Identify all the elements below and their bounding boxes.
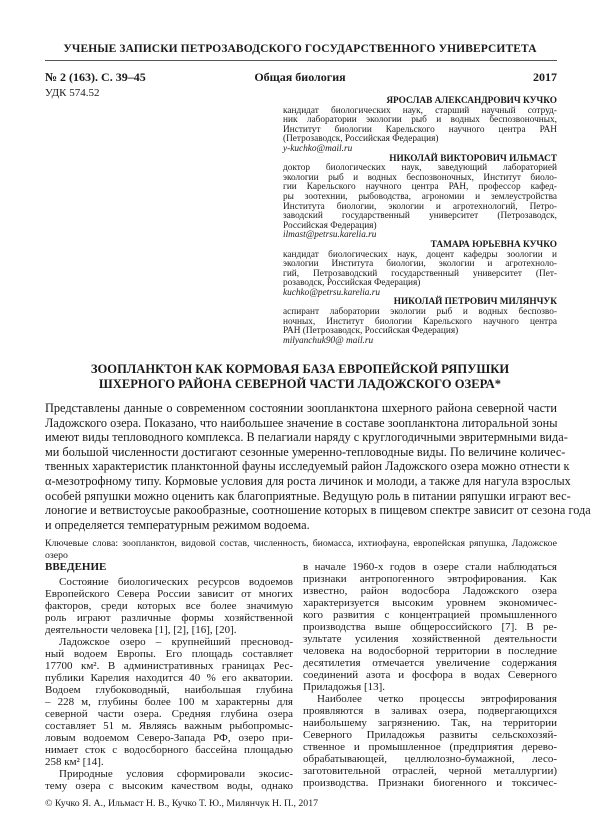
author-affiliation-line: ник лаборатории экологии рыб и водных беспозвоночных, bbox=[283, 115, 557, 126]
author-affiliation-line: ночных, Институт биологии Карельского научного центра bbox=[283, 316, 557, 327]
body-line: Состояние биологических ресурсов водоемов bbox=[59, 576, 293, 588]
body-column-left bbox=[45, 576, 293, 792]
body-line: ственное и промышленное (предприятия дерево- bbox=[303, 741, 557, 753]
author-affiliation-line: экологии Института биологии, экологии и агротехноло- bbox=[283, 259, 557, 270]
body-line: нимает сток с водосборного бассейна площадью bbox=[45, 744, 293, 756]
body-line: десятилетия отмечается увеличение содержания bbox=[303, 657, 557, 669]
author-email[interactable]: milyanchuk90@ mail.ru bbox=[283, 335, 374, 346]
keywords bbox=[45, 538, 557, 561]
issue-pages: № 2 (163). С. 39–45 bbox=[45, 70, 146, 84]
author-name: ЯРОСЛАВ АЛЕКСАНДРОВИЧ КУЧКО bbox=[386, 96, 557, 106]
body-line: публики Карелия находится 40 % его акватории. bbox=[45, 672, 293, 684]
body-line: Европейского Севера России зависит от многих bbox=[45, 588, 293, 600]
body-line: производства. Признаки биогенного и токсичес- bbox=[303, 777, 557, 789]
abstract-line: лоногие и ветвистоусые ракообразные, соотношение которых в пищевом спектре зависит от сезона года bbox=[45, 503, 591, 518]
body-line: зультате усиления хозяйственной деятельности bbox=[303, 633, 557, 645]
keywords-line: озеро bbox=[45, 549, 68, 561]
abstract-line: ми большой численности достигают сезонные умеренно-тепловодные виды. По величине количес- bbox=[45, 444, 566, 459]
body-line: Водоем глубоководный, наибольшая глубина bbox=[45, 684, 293, 696]
title-line: ШХЕРНОГО РАЙОНА СЕВЕРНОЙ ЧАСТИ ЛАДОЖСКОГО ОЗЕРА* bbox=[98, 377, 502, 391]
abstract-line: Представлены данные о современном состоянии зоопланктона шхерного района северной части bbox=[45, 401, 557, 415]
body-line: признаки антропогенного эвтрофирования. Как bbox=[303, 573, 557, 585]
journal-title: УЧЕНЫЕ ЗАПИСКИ ПЕТРОЗАВОДСКОГО ГОСУДАРСТВЕННОГО УНИВЕРСИТЕТА bbox=[63, 43, 537, 55]
body-line: деятельности человека [1], [2], [16], [20]. bbox=[45, 624, 237, 636]
author-name: ТАМАРА ЮРЬЕВНА КУЧКО bbox=[430, 239, 557, 250]
year: 2017 bbox=[533, 70, 557, 84]
body-line: Приладожья [13]. bbox=[303, 681, 386, 693]
section-name: Общая биология bbox=[254, 70, 346, 84]
abstract bbox=[45, 401, 591, 532]
abstract-line: имеют виды тепловодного комплекса. В пелагиали наряду с круглогодичными эвритермными вида- bbox=[45, 430, 568, 445]
title-line: ЗООПЛАНКТОН КАК КОРМОВАЯ БАЗА ЕВРОПЕЙСКОЙ РЯПУШКИ bbox=[90, 362, 510, 376]
author-email[interactable]: y-kuchko@mail.ru bbox=[283, 143, 353, 154]
author-name: НИКОЛАЙ ВИКТОРОВИЧ ИЛЬМАСТ bbox=[389, 153, 557, 164]
body-column-right bbox=[303, 561, 557, 789]
body-line: факторов, среди которых все более значимую bbox=[45, 600, 293, 612]
author-affiliation-line: гии Карельского научного центра РАН, профессор кафед- bbox=[283, 182, 557, 193]
body-line: обрабатывающей, целлюлозно-бумажной, лесо- bbox=[303, 753, 557, 765]
body-line: производства выше общероссийского [7]. В ре- bbox=[303, 621, 557, 633]
authors-block bbox=[283, 97, 557, 346]
abstract-line: особей ряпушки можно оценить как благоприятные. Ведущую роль в питании ряпушки играют вес- bbox=[45, 488, 571, 503]
author-affiliation-line: доктор биологических наук, заведующий лабораторией bbox=[283, 163, 557, 174]
body-line: ловым водоемом Северо-Запада РФ, озеро при- bbox=[45, 732, 293, 744]
body-line: северной части озера. Средняя глубина озера bbox=[45, 708, 293, 720]
body-line: характеризуется высоким уровнем экономичес- bbox=[303, 597, 557, 609]
body-line: составляет 51 м. Являясь важным рыбопромыс- bbox=[45, 720, 293, 732]
body-line: человека на водосборной территории в последние bbox=[303, 645, 557, 657]
body-line: тему озера с высоким качеством воды, однако bbox=[45, 780, 293, 792]
author-affiliation-line: экологии рыб и водных беспозвоночных, Институт биоло- bbox=[283, 172, 557, 183]
author-affiliation-line: розаводск, Российская Федерация) bbox=[283, 278, 421, 289]
body-line: наибольшему загрязнению. Так, на территории bbox=[303, 717, 557, 729]
abstract-line: α-мезотрофному типу. Кормовые условия для роста личинок и молоди, а также для нагула взрослых bbox=[45, 473, 571, 488]
author-affiliation-line: ры зоотехнии, рыбоводства, агрономии и землеустройства bbox=[283, 191, 557, 202]
abstract-line: Ладожского озера. Показано, что наибольшее значение в составе зоопланктона литоральной зоны bbox=[45, 415, 558, 430]
body-line: 258 км² [14]. bbox=[45, 756, 104, 768]
author-email[interactable]: kuchko@petrsu.karelia.ru bbox=[283, 287, 381, 298]
header-rule bbox=[45, 60, 557, 61]
body-line: – 228 м, глубины более 100 м характерны для bbox=[45, 696, 293, 708]
body-line: кого развития с концентрацией промышленного bbox=[303, 609, 557, 621]
section-heading-introduction: ВВЕДЕНИЕ bbox=[45, 561, 107, 573]
copyright-notice: © Кучко Я. А., Ильмаст Н. В., Кучко Т. Ю., Милянчук Н. П., 2017 bbox=[45, 798, 318, 809]
body-line: Ладожское озеро – крупнейший пресновод- bbox=[59, 636, 293, 648]
author-affiliation-line: Российская Федерация) bbox=[283, 220, 377, 231]
author-affiliation-line: кандидат биологических наук, доцент кафедры зоологии и bbox=[283, 249, 557, 260]
udk-code: УДК 574.52 bbox=[45, 87, 100, 99]
author-affiliation-line: Института биологии, экологии и агротехнологий, Петро- bbox=[283, 201, 557, 212]
abstract-line: твенных характеристик планктонной фауны исследуемый район Ладожского озера можно отнести к bbox=[45, 459, 570, 474]
body-line: роль играют различные формы хозяйственной bbox=[45, 612, 293, 624]
author-affiliation-line: кандидат биологических наук, старший научный сотруд- bbox=[283, 105, 557, 116]
body-line: соединений азота и фосфора в водах Северного bbox=[303, 669, 557, 681]
body-line: Природные условия сформировали экосис- bbox=[59, 768, 293, 780]
article-title bbox=[0, 362, 600, 392]
keywords-line: Ключевые слова: зоопланктон, видовой состав, численность, биомасса, ихтиофауна, европейская ряпушка, Ладожское bbox=[45, 538, 557, 549]
author-affiliation-line: Институт биологии Карельского научного центра РАН bbox=[283, 124, 557, 135]
author-email[interactable]: ilmast@petrsu.karelia.ru bbox=[283, 230, 377, 241]
abstract-line: и определяется температурным режимом водоема. bbox=[45, 517, 310, 532]
author-affiliation-line: РАН (Петрозаводск, Российская Федерация) bbox=[283, 326, 459, 337]
author-name: НИКОЛАЙ ПЕТРОВИЧ МИЛЯНЧУК bbox=[393, 297, 557, 308]
author-affiliation-line: (Петрозаводск, Российская Федерация) bbox=[283, 134, 439, 145]
body-line: заготовительной отраслей, черной металлургии) bbox=[303, 765, 557, 777]
author-affiliation-line: заводский государственный университет (Петрозаводск, bbox=[283, 211, 557, 222]
body-line: проявляются в заливах озера, подвергающихся bbox=[303, 705, 557, 717]
body-line: Северного Приладожья развиты сельскохозяй- bbox=[303, 729, 557, 741]
body-line: ный водоем Европы. Его площадь составляет bbox=[45, 648, 293, 660]
body-line: известно, район водосбора Ладожского озера bbox=[303, 585, 557, 597]
author-affiliation-line: аспирант лаборатории экологии рыб и водных беспозво- bbox=[283, 307, 557, 318]
body-line: в начале 1960-х годов в озере стали наблюдаться bbox=[303, 561, 557, 573]
body-line: 17700 км². В административных границах Рес- bbox=[45, 660, 293, 672]
author-affiliation-line: гий, Петрозаводский государственный университет (Пет- bbox=[283, 268, 557, 279]
body-line: Наиболее четко процессы эвтрофирования bbox=[317, 693, 557, 705]
